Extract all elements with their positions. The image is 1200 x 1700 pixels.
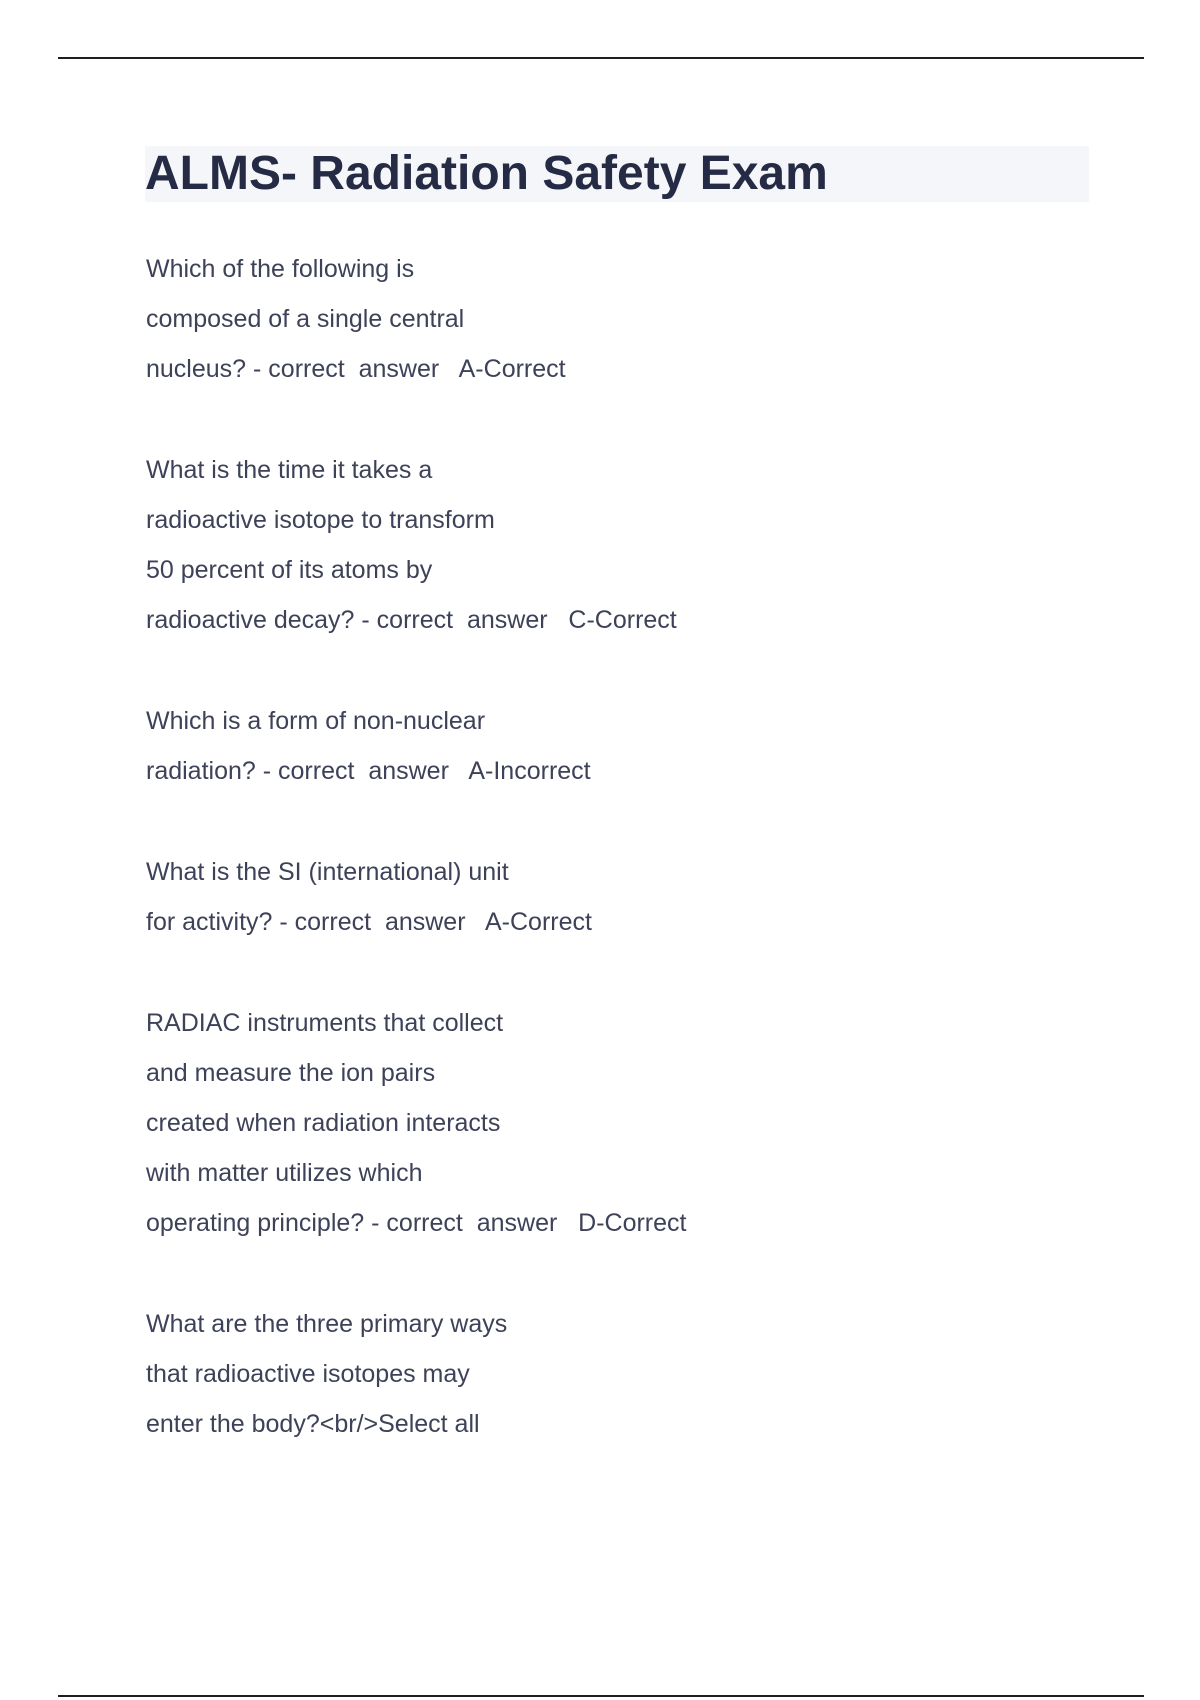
qa-line: What is the time it takes a xyxy=(146,456,433,484)
qa-line: 50 percent of its atoms by xyxy=(146,556,433,584)
qa-line: created when radiation interacts xyxy=(146,1109,501,1137)
qa-line: composed of a single central xyxy=(146,305,465,333)
qa-item xyxy=(146,847,1046,947)
qa-line: with matter utilizes which xyxy=(146,1159,423,1187)
qa-item xyxy=(146,244,1046,394)
qa-answer-line: radioactive decay? - correct answer C-Correct xyxy=(146,606,677,634)
qa-line: and measure the ion pairs xyxy=(146,1059,436,1087)
bottom-divider xyxy=(58,1695,1144,1697)
qa-item xyxy=(146,445,1046,645)
page-title: ALMS- Radiation Safety Exam xyxy=(145,147,828,200)
top-divider xyxy=(58,57,1144,59)
qa-line: enter the body?<br/>Select all xyxy=(146,1410,480,1438)
qa-item xyxy=(146,1299,1046,1449)
question-list xyxy=(146,244,1046,1500)
qa-answer-line: operating principle? - correct answer D-Correct xyxy=(146,1209,687,1237)
qa-item xyxy=(146,696,1046,796)
qa-line: that radioactive isotopes may xyxy=(146,1360,470,1388)
qa-line: What are the three primary ways xyxy=(146,1310,508,1338)
qa-line: What is the SI (international) unit xyxy=(146,858,509,886)
qa-line: radioactive isotope to transform xyxy=(146,506,495,534)
qa-line: Which is a form of non-nuclear xyxy=(146,707,486,735)
qa-line: RADIAC instruments that collect xyxy=(146,1009,504,1037)
qa-item xyxy=(146,998,1046,1248)
qa-answer-line: for activity? - correct answer A-Correct xyxy=(146,908,592,936)
qa-answer-line: radiation? - correct answer A-Incorrect xyxy=(146,757,591,785)
qa-answer-line: nucleus? - correct answer A-Correct xyxy=(146,355,566,383)
qa-line: Which of the following is xyxy=(146,255,415,283)
